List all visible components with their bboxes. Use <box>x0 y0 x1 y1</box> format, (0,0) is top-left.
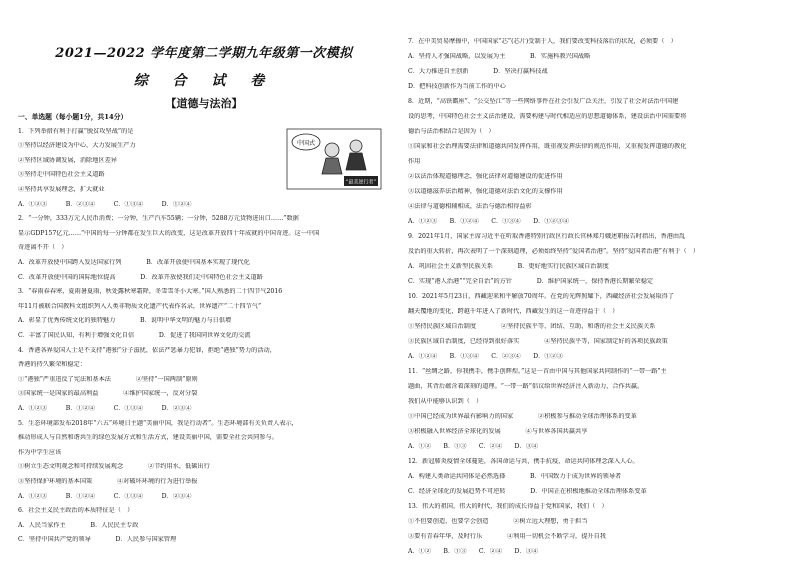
left-line-2: 1．下列举措有利于打赢“脱贫攻坚战”的是 <box>18 127 134 135</box>
left-line-21: A．①②③ B．①②④ C．①③④ D．②③④ <box>18 405 192 412</box>
exam-title: 2021—2022 学年度第二学期九年级第一次模拟 <box>55 46 353 61</box>
right-line-26: ①中国已经成为世界最有影响力的国家 ②积极参与推动全球治理体系的变革 <box>408 413 637 420</box>
right-line-20: ①坚持民族区域自治制度 ②坚持民族平等、团结、互助、和谐的社会主义民族关系 <box>408 323 656 330</box>
right-line-31: C．经济全球化的发展趋势不可逆转 D．中国正在积极地推动全球治理体系变革 <box>408 488 647 495</box>
right-line-17: C．实现“港人治港”“完全自治”的方针 D．维护国家统一，保持香港长期繁荣稳定 <box>408 278 654 285</box>
left-line-25: ①树立生态文明观念和可持续发展观念 ②节约用水，低碳出行 <box>18 463 210 471</box>
right-line-29: 12．新冠肺炎疫情全球蔓延，各国命运与共，携手抗疫，命运共同体理念深入人心。 <box>408 458 639 465</box>
left-line-28: 6．社会主义民主政治的本质特征是（ ） <box>18 507 134 515</box>
left-line-13: 3．“春雨春春寒，夏雨暑夏雨，秋处露秋寒霜降，冬雪雪冬小大寒。”国人熟悉的二十四节气2016 <box>18 288 283 296</box>
right-line-5: 8．近期，“高铁霸座”、“公交坠江”等一些网络事件在社会引发广泛关注，引发了社会对法治中国建 <box>408 98 679 105</box>
left-line-18: 香港的持久繁荣和稳定： <box>18 361 87 369</box>
left-line-23: 推动形成人与自然和谐共生的绿色发展方式和生活方式，建设美丽中国，需要全社会共同参与。 <box>18 434 278 442</box>
right-line-25: 我们从中能够认识到（ ） <box>408 398 483 405</box>
right-line-23: 11．“丝绸之路，你我携手，携手创辉煌。”这是一首由中国与其他国家共同制作的“一带一路”主 <box>408 368 667 375</box>
right-line-2: A．坚持人才强国战略，以发展为主 B．实施科教兴国战略 <box>408 53 591 60</box>
left-line-22: 5．生态环境部发布2018年“六五”环境日主题“美丽中国，我是行动者”。生态环境部有关负责人表示， <box>18 419 298 427</box>
right-line-16: A．巩固社会主义新型民族关系 B．更好地实行民族区域自治制度 <box>408 263 609 270</box>
left-line-24: 作为中学生应该 <box>18 448 62 456</box>
right-line-30: A．构建人类命运共同体是必然选择 B．中国致力于成为世界的领导者 <box>408 473 622 480</box>
right-line-22: A．①②④ B．①③④ C．②③④ D．①②③ <box>408 353 563 360</box>
right-line-28: A．①② B．①③ C．②④ D．③④ <box>408 443 539 450</box>
left-line-29: A．人民当家作主 B．人民民主专政 <box>18 521 139 529</box>
left-line-15: A．彰显了优秀传统文化的独特魅力 B．说明中华文明的魅力与日俱增 <box>18 317 232 325</box>
right-line-15: 及治的重大转折，再次表明了一个深刻道理，必须始终坚持“爱国者治港”。坚持“爱国者治港”有利于（ ） <box>408 248 700 255</box>
exam-subtitle: 综 合 试 卷 <box>133 73 275 89</box>
right-line-10: ②以法治体现道德理念，强化法律对道德建设的促进作用 <box>408 173 563 180</box>
right-line-3: C．大力推进自主创新 D．坚决打赢科技战 <box>408 68 548 75</box>
right-line-8: ①国家和社会治理需要法律和道德共同发挥作用，既重视发挥法律的规范作用，又重视发挥道德的教化 <box>408 143 687 150</box>
cartoon-illustration <box>286 128 382 190</box>
left-line-4: ②坚持区域协调发展，消除地区差异 <box>18 156 117 164</box>
left-line-17: 4．香港各界爱国人士是不支持“港独”分子滋扰，依法严惩暴力犯罪，拒绝“港独”势力的活动， <box>18 346 276 354</box>
cartoon-bubble-text: 中国式 <box>296 140 316 147</box>
left-line-14: 年11月被联合国教科文组织列入人类非物质文化遗产代表作名录，世界遗产“二十四节气” <box>18 302 262 310</box>
right-line-1: 7．在中美贸易摩擦中，中国国家“芯”(芯片)受制于人，我们要改变科技落后的状况，必须要（ ） <box>408 38 677 45</box>
right-line-4: D．把科技创新作为当前工作的中心 <box>408 83 506 90</box>
right-line-7: 德治与法治相结合是因为（ ） <box>408 128 495 135</box>
right-line-24: 题曲，其背后蕴含着深刻的道理。“一带一路”倡议给世界经济注入新动力，合作共赢。 <box>408 383 644 390</box>
right-line-35: A．①② B．①③ C．②④ D．③④ <box>408 548 539 555</box>
left-line-7: A．①②③ B．②③④ C．①③④ D．①②④ <box>18 200 192 208</box>
right-line-9: 作用 <box>408 158 421 165</box>
left-line-5: ③坚持走中国特色社会主义道路 <box>18 171 105 179</box>
cartoon-caption: “最美逆行者” <box>345 179 377 186</box>
left-line-10: 奇迹离不开（ ） <box>18 244 68 252</box>
left-line-19: ①“港独”严重违反了宪法和基本法 ②坚持“一国两制”原则 <box>18 375 198 383</box>
right-line-6: 设的思考，中国特色社会主义法治建设，需要构建与时代相适应的思想道德体系，建设法治中国需要将 <box>408 113 687 120</box>
left-line-9: 显示GDP157亿元……“中国的每一分钟都在发生巨大的改变，这是改革开放四十年成就的中国奇迹。这一中国 <box>18 229 320 237</box>
right-line-11: ③以道德滋养法治精神，强化道德对法治文化的支撑作用 <box>408 188 563 195</box>
left-line-30: C．坚持中国共产党的领导 D．人民参与国家管理 <box>18 536 177 544</box>
right-line-34: ③要有青春年华，及时行乐 ④利用一切机会不断学习，提升自我 <box>408 533 606 540</box>
left-line-11: A．改革开放使中国跨入发达国家行列 B．改革开放使中国基本实现了现代化 <box>18 259 250 266</box>
left-line-6: ④坚持共享发展理念，扩大就业 <box>18 186 105 193</box>
left-line-12: C．改革开放使中国的国际地位提高 D．改革开放使我们走中国特色社会主义道路 <box>18 273 263 281</box>
right-line-27: ③积极融入世界经济全球化的发展 ④与世界各国共赢共享 <box>408 428 588 435</box>
right-line-19: 翻天覆地的变化，跨越千年进入了新时代，西藏发生的这一奇迹得益于（ ） <box>408 308 619 315</box>
left-line-16: C．丰富了国民认知，有利于增强文化自信 D．促进了我国同世界文化的交流 <box>18 332 251 339</box>
right-line-18: 10．2021年5月23日，西藏迎来和平解放70周年。在党的光辉照耀下，西藏经济社会发展取得了 <box>408 293 675 300</box>
right-line-21: ③民族区域自治制度，已经得到很好落实 ④坚持民族平等，国家制定好的各项民族政策 <box>408 338 668 345</box>
right-line-33: ①不但要创造，也要学会创造 ②树立远大理想，勇于担当 <box>408 518 588 525</box>
left-line-20: ③国家统一是国家的最高利益 ④维护国家统一，反对分裂 <box>18 390 198 398</box>
right-line-12: ④法律与道德相辅相成，法治与德治相得益彰 <box>408 203 532 210</box>
right-line-32: 13．伟大的祖国，伟大的时代，我们的成长得益于党和国家，我们（ ） <box>408 503 608 510</box>
left-line-27: A．①②③ B．①②④ C．①③④ D．②③④ <box>18 492 192 500</box>
left-line-8: 2．“一分钟，333万元人民币消费；一分钟，生产汽车55辆；一分钟，5288万元货物进出口……”数据 <box>18 215 299 223</box>
subject-heading: 【道德与法治】 <box>165 97 243 110</box>
left-line-26: ③坚持保护环境的基本国策 ④对破坏环境的行为进行举报 <box>18 478 198 485</box>
left-line-3: ①坚持以经济建设为中心，大力发展生产力 <box>18 142 136 150</box>
left-line-1: 一、单选题（每小题1分，共14分） <box>18 113 128 121</box>
right-line-14: 9．2021年1月，国家主席习近平在听取香港特别行政区行政长官林郑月娥述职报告时指出，香港由乱 <box>408 233 686 240</box>
right-line-13: A．①②③ B．①②④ C．①③④ D．①②③④ <box>408 218 570 225</box>
